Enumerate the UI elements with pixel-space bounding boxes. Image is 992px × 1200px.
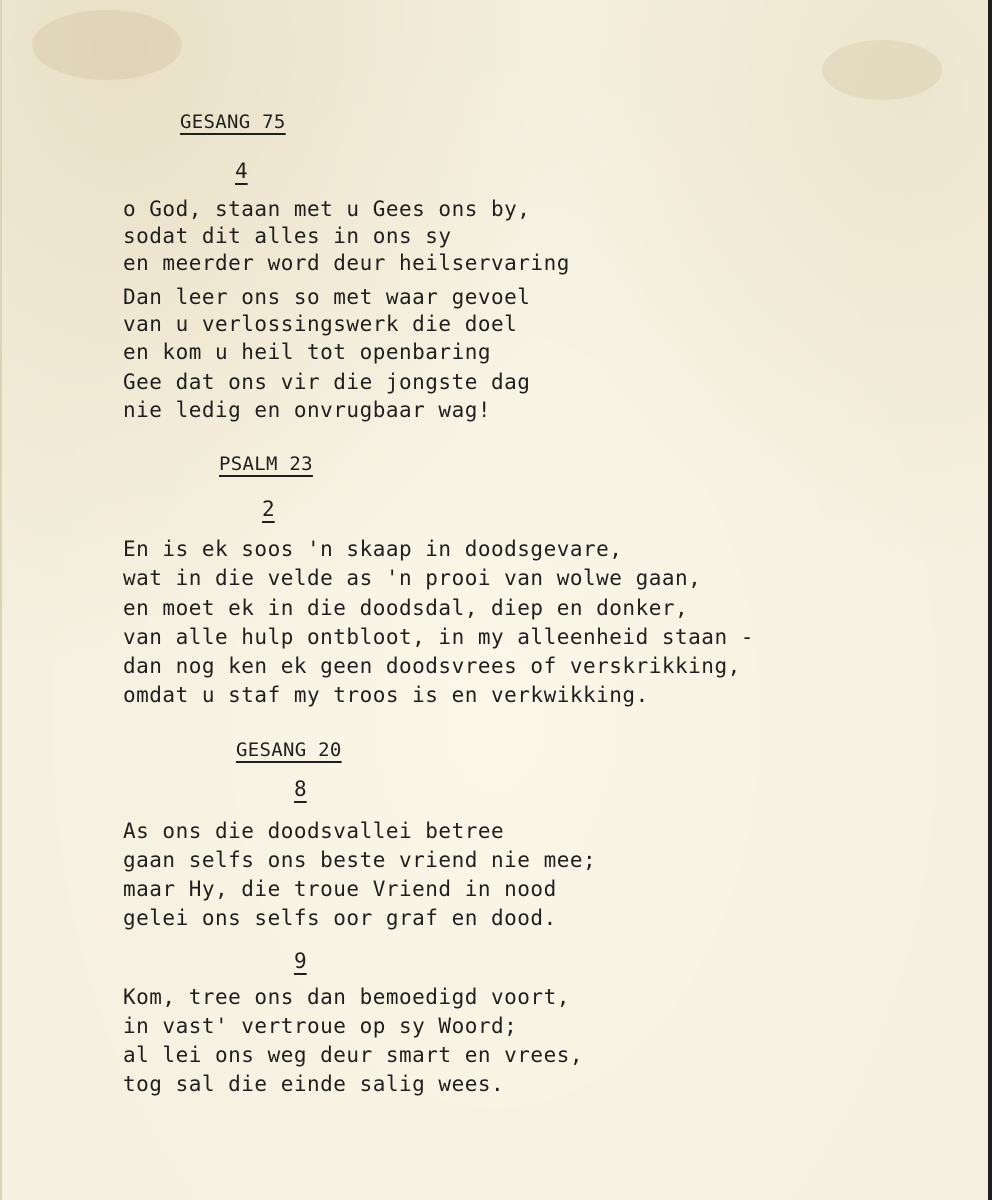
verse-line: As ons die doodsvallei betree	[123, 819, 505, 843]
verse-line: van u verlossingswerk die doel	[123, 312, 518, 336]
verse-line: dan nog ken ek geen doodsvrees of verskrikking,	[123, 654, 741, 678]
verse-number: 9	[294, 949, 307, 973]
paper-stain	[822, 40, 942, 100]
verse-line: en moet ek in die doodsdal, diep en donker,	[123, 596, 689, 620]
verse-line: van alle hulp ontbloot, in my alleenheid staan -	[123, 625, 754, 649]
verse-line: Gee dat ons vir die jongste dag	[123, 370, 531, 394]
verse-number: 4	[235, 159, 248, 183]
paper-stain	[32, 10, 182, 80]
verse-line: wat in die velde as 'n prooi van wolwe gaan,	[123, 566, 702, 590]
verse-line: o God, staan met u Gees ons by,	[123, 197, 531, 221]
verse-line: Dan leer ons so met waar gevoel	[123, 285, 531, 309]
section-heading: PSALM 23	[219, 453, 313, 475]
verse-line: Kom, tree ons dan bemoedigd voort,	[123, 985, 570, 1009]
verse-line: En is ek soos 'n skaap in doodsgevare,	[123, 537, 623, 561]
verse-line: sodat dit alles in ons sy	[123, 224, 452, 248]
verse-line: in vast' vertroue op sy Woord;	[123, 1014, 518, 1038]
verse-line: en meerder word deur heilservaring	[123, 251, 570, 275]
verse-line: en kom u heil tot openbaring	[123, 340, 492, 364]
verse-line: al lei ons weg deur smart en vrees,	[123, 1043, 584, 1067]
verse-number: 2	[262, 497, 275, 521]
verse-line: nie ledig en onvrugbaar wag!	[123, 398, 492, 422]
section-heading: GESANG 20	[236, 739, 342, 761]
verse-line: gaan selfs ons beste vriend nie mee;	[123, 848, 597, 872]
verse-line: tog sal die einde salig wees.	[123, 1072, 505, 1096]
verse-line: maar Hy, die troue Vriend in nood	[123, 877, 557, 901]
verse-line: omdat u staf my troos is en verkwikking.	[123, 683, 649, 707]
verse-number: 8	[294, 777, 307, 801]
verse-line: gelei ons selfs oor graf en dood.	[123, 906, 557, 930]
section-heading: GESANG 75	[180, 111, 286, 133]
